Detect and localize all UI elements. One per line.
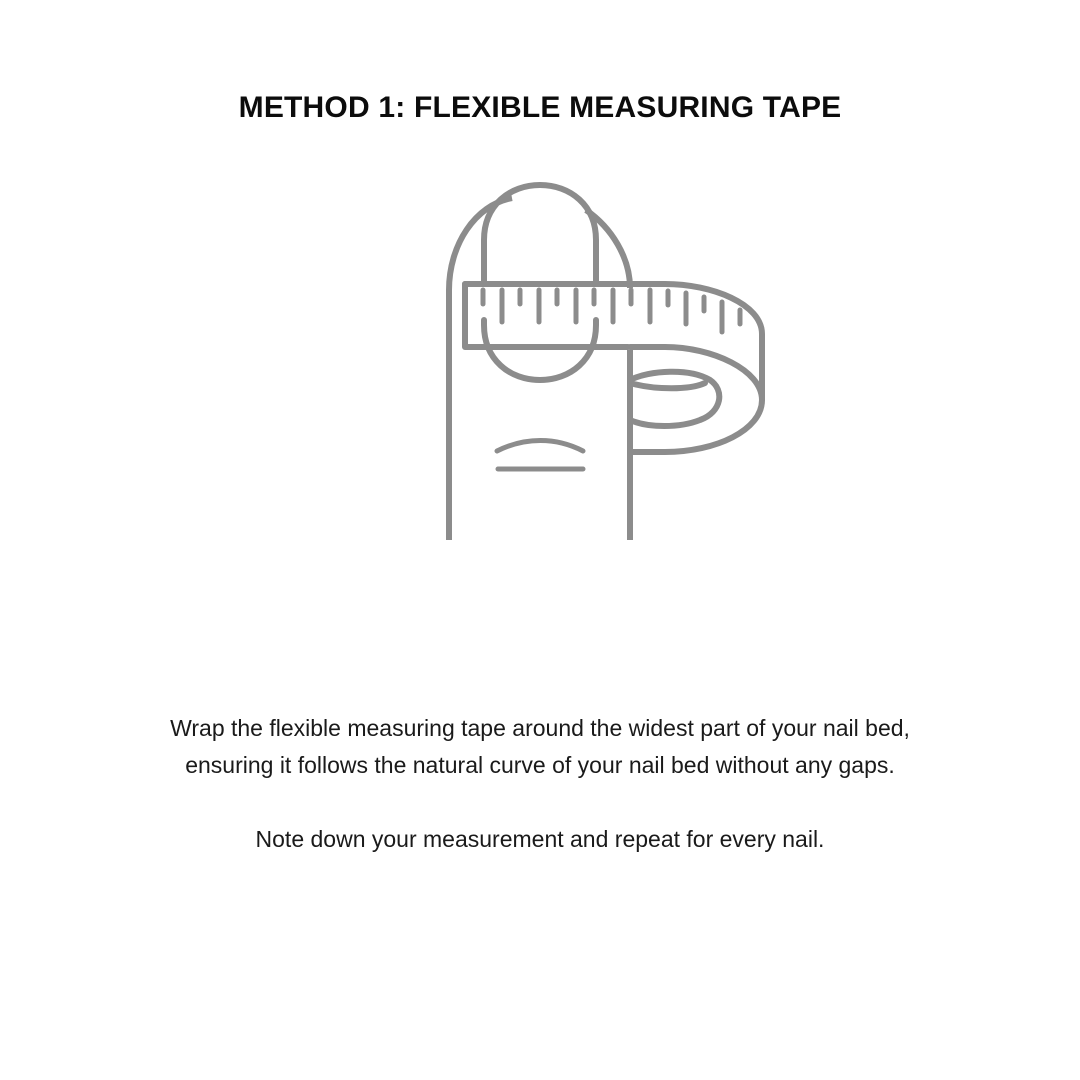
knuckle-lines: [497, 441, 583, 470]
instruction-paragraph-2: Note down your measurement and repeat for every nail.: [255, 826, 825, 852]
instruction-paragraph-1: [0, 710, 1080, 784]
finger-outline: [449, 198, 630, 540]
tape-tick-marks: [483, 290, 740, 332]
instructions: [0, 710, 1080, 858]
page-title: METHOD 1: FLEXIBLE MEASURING TAPE: [238, 91, 842, 125]
instruction-line-1: Wrap the flexible measuring tape around the widest part of your nail bed,: [170, 715, 910, 741]
instruction-line-2: ensuring it follows the natural curve of your nail bed without any gaps.: [185, 752, 895, 778]
